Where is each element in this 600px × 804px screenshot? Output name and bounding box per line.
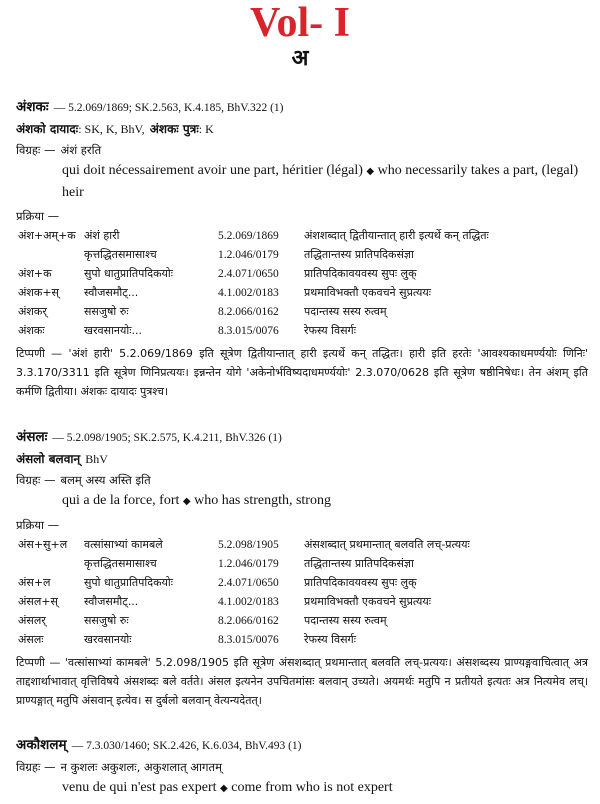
entry-amsala (16, 426, 588, 710)
section-letter: अ (291, 46, 309, 71)
gloss-english: come from who is not expert (231, 780, 393, 795)
headword-refs: — 5.2.069/1869; SK.2.563, K.4.185, BhV.322 (1) (53, 102, 284, 114)
prakriya-table (18, 535, 476, 649)
vigraha-line (16, 139, 588, 160)
prakriya-label: प्रक्रिया — (16, 209, 60, 223)
diamond-icon: ◆ (220, 783, 228, 794)
entry-akaushala (16, 734, 588, 799)
gloss-english: who necessarily takes a part, (legal) heir (62, 163, 579, 200)
diamond-icon: ◆ (182, 496, 191, 507)
entry-subforms (16, 118, 588, 139)
volume-title: Vol- I (250, 0, 350, 46)
subform: अंशको दायादः (16, 122, 79, 136)
headword: अंशकः (16, 99, 49, 115)
gloss (16, 490, 588, 512)
subform-refs: : SK, K, BhV, (78, 122, 145, 136)
prakriya-table (18, 226, 495, 340)
vigraha-line (16, 756, 588, 777)
gloss-english: who has strength, strong (194, 493, 331, 508)
table-row: कृत्तद्धितसमासाश्च 1.2.046/0179 तद्धितान्तस्य प्रातिपदिकसंज्ञा (84, 248, 414, 261)
entry-header (16, 734, 588, 756)
vigraha-text: न कुशलः अकुशलः, अकुशलात् आगतम् (60, 760, 222, 774)
table-row: अंस+ल सुपो धातुप्रातिपदिकयोः 2.4.071/0650 प्रातिपदिकावयवस्य सुपः लुक् (18, 576, 417, 589)
vigraha-line (16, 469, 588, 490)
headword-refs: — 7.3.030/1460; SK.2.426, K.6.034, BhV.493 (1) (71, 740, 302, 752)
subform-refs: BhV (85, 452, 108, 466)
entry-amshaka (16, 96, 588, 401)
subform: अंसलो बलवान् (16, 452, 81, 466)
gloss (16, 777, 588, 799)
table-row: अंसल+स् स्वौजसमौट्... 4.1.002/0183 प्रथमाविभक्तौ एकवचने सुप्रत्ययः (18, 595, 432, 608)
entry-header (16, 426, 588, 448)
note-paragraph: टिप्पणी — 'अंशं हारी' 5.2.069/1869 इति सूत्रेण द्वितीयान्तात् हारी इत्यर्थे कन् तद्धितः। हारी इति हरतेः 'आवश्यकाधमर्ण्ययोः णिनिः' 3.3.170/3311 इति सूत्रेण णिनिप्रत्ययः। इन्नन्तेन योगे 'अकेनोर्भविष्यदाधमर्ण्ययोः' 2.3.070/0628 इति सूत्रेण षष्ठीनिषेधः। तेन अंशम् इति कर्मणि द्वितीया। अंशकः दायादः पुत्रश्च। (16, 347, 588, 398)
entry-subforms (16, 448, 588, 469)
gloss-french: venu de qui n'est pas expert (62, 780, 217, 795)
table-row: अंसलः खरवसानयोः 8.3.015/0076 रेफस्य विसर्गः (18, 633, 356, 646)
subform: अंशकः पुत्रः (149, 122, 199, 136)
gloss-french: qui doit nécessairement avoir une part, héritier (légal) (62, 163, 363, 178)
prakriya-label: प्रक्रिया — (16, 518, 60, 532)
gloss (16, 160, 588, 203)
table-row: अंशक+स् स्वौजसमौट्... 4.1.002/0183 प्रथमाविभक्तौ एकवचने सुप्रत्ययः (18, 286, 432, 299)
headword: अकौशलम् (16, 737, 67, 753)
gloss-french: qui a de la force, fort (62, 493, 180, 508)
subform-refs: : K (198, 122, 214, 136)
diamond-icon: ◆ (366, 166, 375, 177)
vigraha-label: विग्रहः — (16, 473, 56, 487)
table-row: अंशकः खरवसानयोः... 8.3.015/0076 रेफस्य विसर्गः (18, 324, 356, 337)
table-row: अंस+सु+ल वत्सांसाभ्यां कामबले 5.2.098/1905 अंसशब्दात् प्रथमान्तात् बलवति लच्-प्रत्ययः (18, 538, 470, 551)
entry-header (16, 96, 588, 118)
table-row: अंश+अम्+क अंशं हारी 5.2.069/1869 अंशशब्दात् द्वितीयान्तात् हारी इत्यर्थे कन् तद्धितः (18, 229, 489, 242)
note-paragraph: टिप्पणी — 'वत्सांसाभ्यां कामबले' 5.2.098/1905 इति सूत्रेण अंसशब्दात् प्रथमान्तात् बलवति लच्-प्रत्ययः। अंसशब्दस्य प्राण्यङ्गवाचित्वात् अत्र ताद्दशार्थाभावात् वृत्तिविषये अंसशब्दः बले वर्तते। अंसल इत्यनेन उपचितमांसः बलवान् उच्यते। अयमर्थः मतुपि न प्रतीयते इत्यतः अत्र नित्यमेव लच्। प्राण्यङ्गात् मतुपि अंसवान् इत्येव। स दुर्बलो बलवान् वेत्यन्यदेतत्। (16, 656, 588, 707)
headword-refs: — 5.2.098/1905; SK.2.575, K.4.211, BhV.326 (1) (52, 432, 282, 444)
vigraha-text: बलम् अस्य अस्ति इति (60, 473, 151, 487)
table-row: कृत्तद्धितसमासाश्च 1.2.046/0179 तद्धितान्तस्य प्रातिपदिकसंज्ञा (84, 557, 414, 570)
headword: अंसलः (16, 429, 48, 445)
vigraha-label: विग्रहः — (16, 760, 56, 774)
vigraha-text: अंशं हरति (60, 143, 102, 157)
table-row: अंसलर् ससजुषो रुः 8.2.066/0162 पदान्तस्य सस्य रुत्वम् (18, 614, 387, 627)
table-row: अंश+क सुपो धातुप्रातिपदिकयोः 2.4.071/0650 प्रातिपदिकावयवस्य सुपः लुक् (18, 267, 417, 280)
table-row: अंशकर् ससजुषो रुः 8.2.066/0162 पदान्तस्य सस्य रुत्वम् (18, 305, 387, 318)
vigraha-label: विग्रहः — (16, 143, 56, 157)
